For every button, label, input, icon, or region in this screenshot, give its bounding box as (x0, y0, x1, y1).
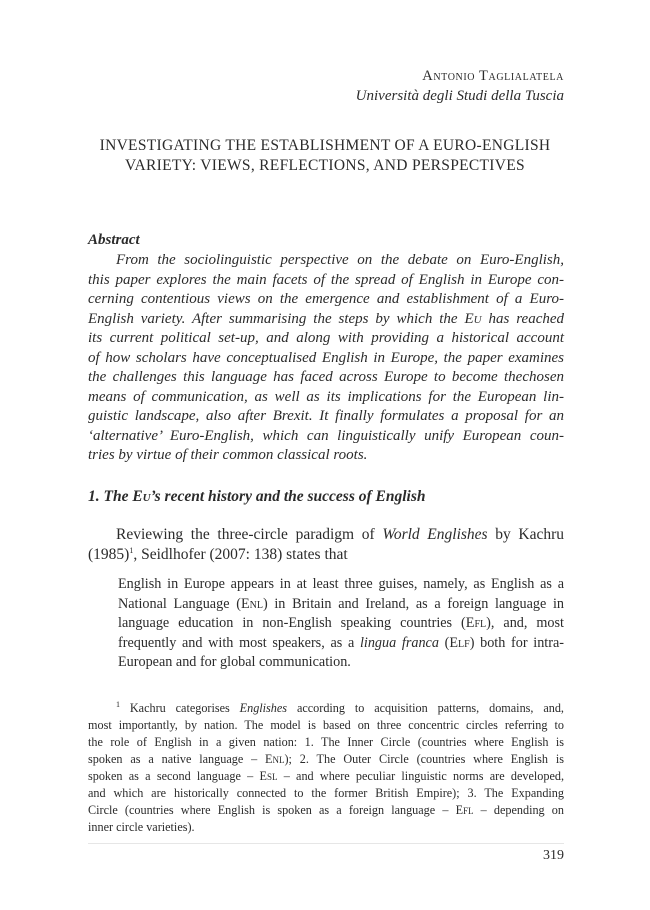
section-heading-fragment: ’s recent history and the success of English (150, 488, 426, 505)
abbreviation: Enl (240, 595, 263, 612)
footnote-line (88, 802, 564, 819)
paper-title (86, 136, 564, 176)
footnote-fragment: spoken as a native language – (88, 752, 266, 766)
footer-divider (88, 843, 564, 844)
abstract-line: From the sociolinguistic perspective on the debate on Euro-English, (116, 252, 564, 268)
footnote-fragment: ); 2. The Outer Circle (countries where English is (284, 752, 565, 766)
footnote (88, 700, 564, 836)
section-heading-fragment: The (103, 488, 133, 505)
abstract-line: of how scholars have conceptualised English in Europe, the paper examines (88, 349, 564, 366)
footnote-fragment: spoken as a second language – (88, 769, 260, 783)
abbreviation: Esl (259, 769, 278, 783)
abbreviation: Efl (465, 615, 487, 631)
quote-line (118, 634, 564, 654)
quote-italic: lingua franca (359, 634, 439, 651)
abstract-line: the challenges this language has faced across Europe to become thechosen (88, 369, 564, 385)
footnote-fragment: Circle (countries where English is spoken as a foreign language – (88, 803, 456, 817)
footnote-line (88, 768, 564, 785)
body-text-fragment: , Seidlhofer (2007: 138) states that (133, 546, 348, 563)
eu-abbreviation: Eu (464, 310, 482, 327)
abbreviation: Enl (265, 752, 285, 766)
quote-fragment: ) both for intra- (469, 634, 564, 651)
abstract-line: guistic landscape, also after Brexit. It finally formulates a proposal for an (88, 408, 564, 424)
page-number: 319 (543, 848, 564, 863)
body-text-fragment: (1985) (88, 546, 130, 563)
abstract-line: means of communication, as well as its implications for the European lin- (88, 388, 564, 405)
footnote-fragment: Kachru categorises (120, 701, 240, 715)
quote-fragment: language education in non-English speaking countries ( (118, 615, 466, 631)
paper-title-line: INVESTIGATING THE ESTABLISHMENT OF A EURO-ENGLISH (99, 137, 551, 154)
quote-fragment: ) in Britain and Ireland, as a foreign language in (262, 595, 564, 612)
body-line (88, 525, 564, 545)
body-paragraph (88, 525, 564, 565)
footnote-line (88, 751, 564, 768)
footnote-line: the role of English in a given nation: 1. The Inner Circle (countries where English is (88, 735, 564, 749)
author-affiliation: Università degli Studi della Tuscia (355, 88, 564, 104)
section-heading (88, 488, 426, 506)
footnote-line: and which are historically connected to the former British Empire); 3. The Expanding (88, 786, 564, 800)
quote-line: European and for global communication. (118, 654, 351, 670)
quote-line (118, 614, 564, 634)
abstract-line: its current political set-up, and along with providing a historical account (88, 330, 564, 346)
footnote-line: inner circle varieties). (88, 820, 195, 834)
body-text-fragment: by Kachru (487, 526, 564, 543)
footnote-marker: 1 (116, 699, 120, 709)
abstract-text-fragment: has reached (481, 310, 565, 327)
abstract-line: ‘alternative’ Euro-English, which can linguistically unify European coun- (88, 427, 564, 444)
section-number: 1. (88, 488, 100, 505)
quote-line (118, 595, 564, 615)
footnote-fragment: – and where peculiar linguistic norms are developed, (277, 769, 565, 783)
abstract-line: this paper explores the main facets of the spread of English in Europe con- (88, 271, 564, 288)
abbreviation: Efl (455, 803, 474, 817)
footnote-line: most importantly, by nation. The model is based on three concentric circles referring to (88, 718, 564, 732)
abstract-heading: Abstract (88, 232, 140, 248)
abstract-text (88, 251, 564, 466)
abstract-line: cerning contentious views on the emergence and establishment of a Euro- (88, 291, 564, 307)
abstract-line (88, 310, 564, 330)
footnote-fragment: – depending on (473, 803, 564, 817)
abstract-text-fragment: English variety. After summarising the steps by which the (88, 310, 458, 327)
abbreviation: Elf (449, 634, 470, 651)
quote-fragment: frequently and with most speakers, as a (118, 634, 360, 651)
block-quote (118, 575, 564, 673)
footnote-fragment: according to acquisition patterns, domains, and, (287, 701, 564, 715)
footnote-italic: Englishes (239, 701, 288, 715)
quote-line: English in Europe appears in at least three guises, namely, as English as a (118, 576, 564, 592)
body-line (88, 545, 564, 565)
paper-title-line: VARIETY: VIEWS, REFLECTIONS, AND PERSPECTIVES (125, 157, 525, 174)
quote-fragment: ( (438, 634, 450, 651)
quote-fragment: National Language ( (118, 595, 241, 612)
footnote-line (88, 700, 564, 717)
body-italic: World Englishes (382, 526, 488, 543)
author-block (356, 66, 564, 106)
body-text-fragment: Reviewing the three-circle paradigm of (116, 526, 383, 543)
abstract-line: tries by virtue of their common classical roots. (88, 447, 368, 463)
author-name: Antonio Taglialatela (422, 68, 564, 84)
eu-abbreviation: Eu (132, 488, 151, 505)
footnote-ref[interactable]: 1 (129, 545, 134, 555)
quote-fragment: ), and, most (486, 615, 564, 631)
